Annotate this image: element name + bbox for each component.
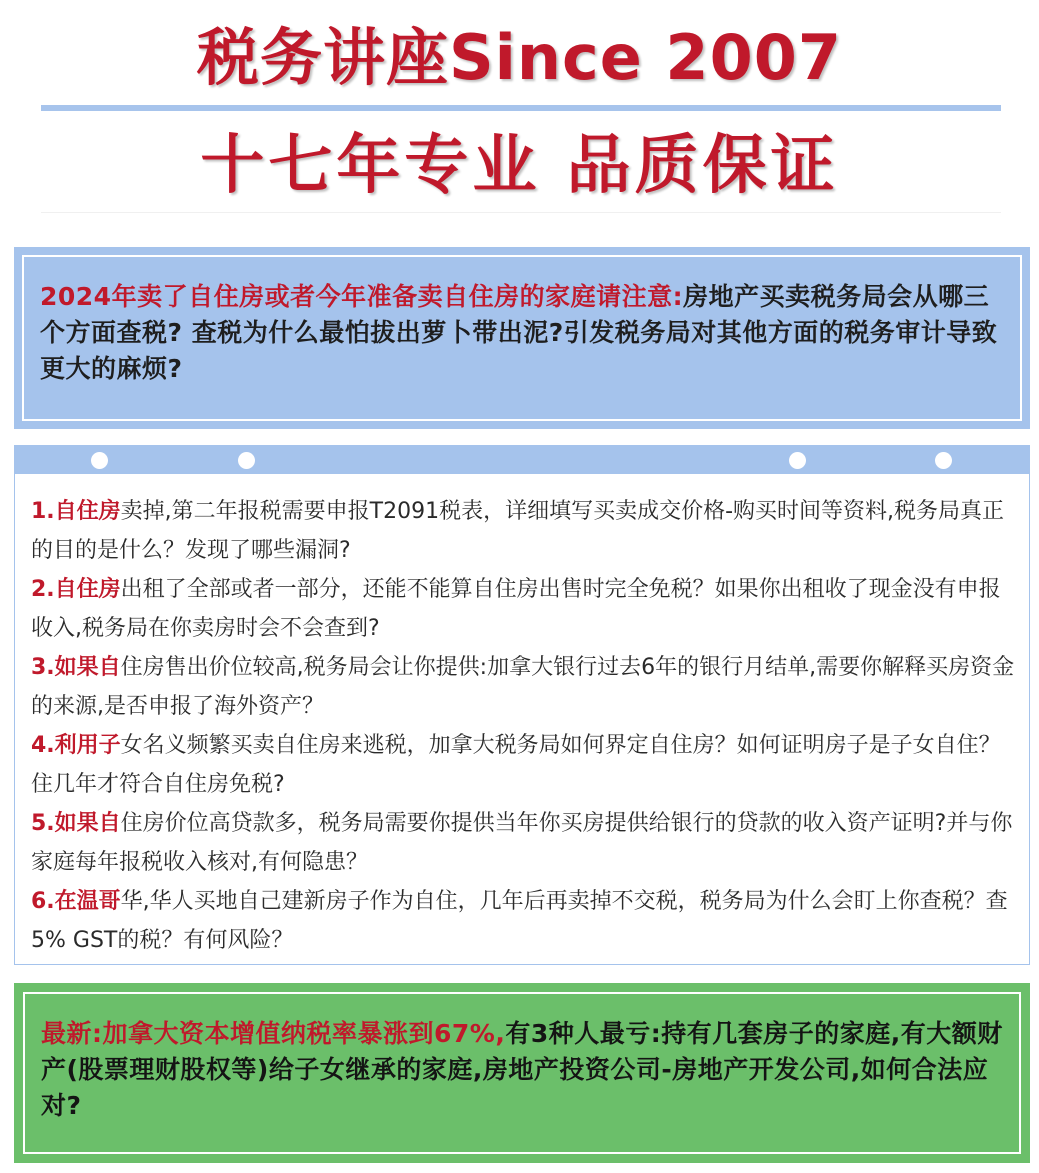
question-list-box [14,445,1030,965]
item-lead: 6.在温哥 [31,889,121,914]
latest-highlight: 最新:加拿大资本增值纳税率暴涨到67%, [41,1019,506,1048]
notice-inner-frame [22,255,1022,421]
item-lead: 1.自住房 [31,499,121,524]
list-item [31,570,1019,648]
item-lead: 2.自住房 [31,577,121,602]
item-text: 卖掉,第二年报税需要申报T2091税表，详细填写买卖成交价格-购买时间等资料,税务局真正的目的是什么？发现了哪些漏洞? [31,499,1005,563]
latest-paragraph [41,1016,1005,1124]
title-divider [41,105,1001,111]
list-item [31,804,1019,882]
page-title: 税务讲座Since 2007 [197,21,842,94]
binder-hole-icon [238,452,255,469]
binder-hole-icon [789,452,806,469]
item-lead: 3.如果自 [31,655,121,680]
list-item [31,882,1019,960]
latest-text: 有3种人最亏:持有几套房子的家庭,有大额财产(股票理财股权等)给子女继承的家庭,房地产投资公司-房地产开发公司,如何合法应对? [41,1019,1003,1120]
item-lead: 4.利用子 [31,733,121,758]
list-item [31,492,1019,570]
binder-band [15,446,1029,474]
notice-text: 房地产买卖税务局会从哪三个方面查税? 查税为什么最怕拔出萝卜带出泥?引发税务局对其他方面的税务审计导致更大的麻烦? [40,282,998,383]
item-text: 女名义频繁买卖自住房来逃税，加拿大税务局如何界定自住房？如何证明房子是子女自住？住几年才符合自住房免税? [31,733,1001,797]
binder-hole-icon [935,452,952,469]
faint-divider [41,212,1001,213]
item-text: 出租了全部或者一部分，还能不能算自住房出售时完全免税？如果你出租收了现金没有申报收入,税务局在你卖房时会不会查到? [31,577,1001,641]
item-text: 住房售出价位较高,税务局会让你提供:加拿大银行过去6年的银行月结单,需要你解释买房资金的来源,是否申报了海外资产？ [31,655,1015,719]
list-item [31,648,1019,726]
item-text: 住房价位高贷款多，税务局需要你提供当年你买房提供给银行的贷款的收入资产证明?并与你家庭每年报税收入核对,有何隐患？ [31,811,1013,875]
list-item [31,726,1019,804]
notice-box [14,247,1030,429]
latest-news-box [14,983,1030,1163]
item-lead: 5.如果自 [31,811,121,836]
latest-inner-frame [23,992,1021,1154]
binder-hole-icon [91,452,108,469]
page-subtitle: 十七年专业 品质保证 [200,129,839,203]
notice-highlight: 2024年卖了自住房或者今年准备卖自住房的家庭请注意: [40,282,684,311]
item-text: 华,华人买地自己建新房子作为自住，几年后再卖掉不交税，税务局为什么会盯上你查税？查5% GST的税？有何风险？ [31,889,1008,953]
notice-paragraph [40,279,1006,387]
question-list [31,492,1019,960]
